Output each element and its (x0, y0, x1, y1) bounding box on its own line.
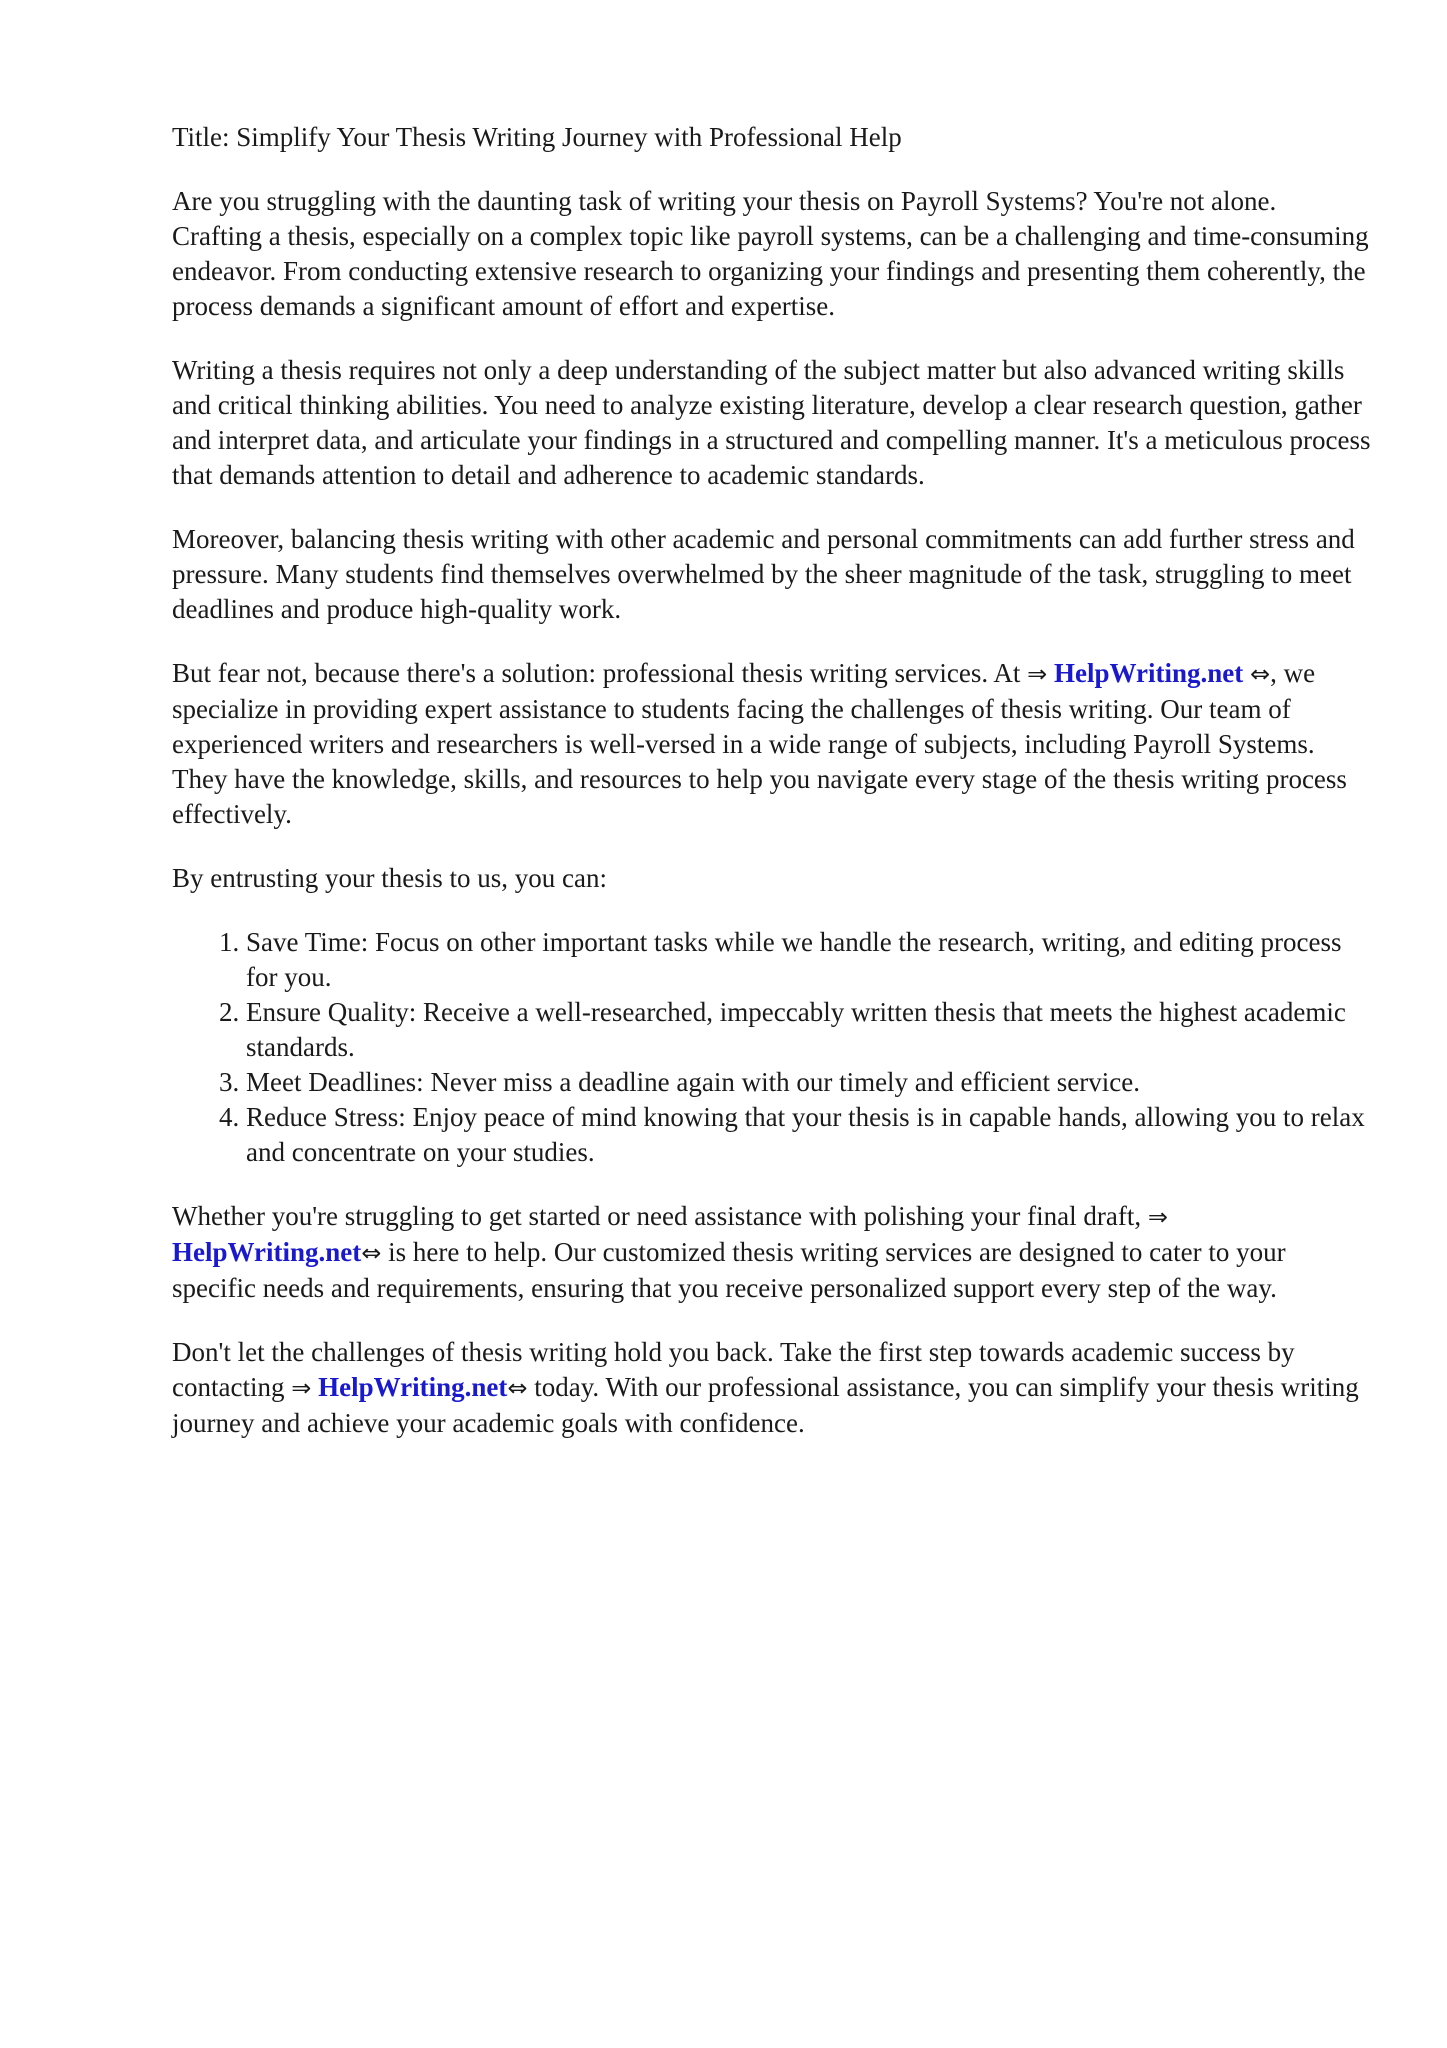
right-arrow-icon: ⇒ (1147, 1203, 1168, 1231)
paragraph-closing (172, 1335, 1372, 1441)
right-arrow-icon: ⇒ (1027, 660, 1048, 688)
helpwriting-link[interactable]: HelpWriting.net (172, 1237, 362, 1267)
double-arrow-icon: ⇔ (507, 1374, 528, 1402)
benefits-list (172, 925, 1372, 1170)
paragraph-help (172, 1199, 1372, 1306)
paragraph-help-text-after: is here to help. Our customized thesis writing services are designed to cater to your specific needs and requirements, ensuring that you receive personalized support every step of the way. (172, 1237, 1286, 1303)
helpwriting-link[interactable]: HelpWriting.net (1054, 658, 1244, 688)
list-item: 1. Save Time: Focus on other important tasks while we handle the research, writing, and editing process for you. (246, 925, 1372, 995)
double-arrow-icon: ⇔ (1250, 660, 1271, 688)
paragraph-solution (172, 656, 1372, 832)
paragraph-benefits-intro: By entrusting your thesis to us, you can: (172, 863, 607, 893)
paragraph-solution-text-before: But fear not, because there's a solution: professional thesis writing services. At (172, 658, 1028, 688)
paragraph-closing-text-after: today. With our professional assistance, you can simplify your thesis writing journey and achieve your academic goals with confidence. (172, 1372, 1359, 1438)
right-arrow-icon: ⇒ (291, 1374, 312, 1402)
helpwriting-link[interactable]: HelpWriting.net (318, 1372, 508, 1402)
paragraph-help-text-before: Whether you're struggling to get started or need assistance with polishing your final draft, (172, 1201, 1148, 1231)
list-item: 2. Ensure Quality: Receive a well-researched, impeccably written thesis that meets the highest academic standards. (246, 995, 1372, 1065)
double-arrow-icon: ⇔ (361, 1239, 382, 1267)
paragraph-solution-text-after: , we specialize in providing expert assistance to students facing the challenges of thesis writing. Our team of experienced writers and researchers is well-versed in a wide range of subjects, including Payroll Systems. They have the knowledge, skills, and resources to help you navigate every stage of the thesis writing process effectively. (172, 658, 1347, 829)
paragraph-balance: Moreover, balancing thesis writing with other academic and personal commitments can add further stress and pressure. Many students find themselves overwhelmed by the sheer magnitude of the task, struggling to meet deadlines and produce high-quality work. (172, 524, 1355, 624)
document-title: Title: Simplify Your Thesis Writing Journey with Professional Help (172, 122, 902, 152)
paragraph-intro: Are you struggling with the daunting task of writing your thesis on Payroll Systems? You're not alone. Crafting a thesis, especially on a complex topic like payroll systems, can be a challenging and time-consuming endeavor. From conducting extensive research to organizing your findings and presenting them coherently, the process demands a significant amount of effort and expertise. (172, 186, 1369, 321)
document-page (172, 120, 1372, 1470)
paragraph-closing-text-before: Don't let the challenges of thesis writing hold you back. Take the first step towards academic success by contacting (172, 1337, 1295, 1402)
list-item: 3. Meet Deadlines: Never miss a deadline again with our timely and efficient service. (246, 1065, 1372, 1100)
paragraph-requirements: Writing a thesis requires not only a deep understanding of the subject matter but also advanced writing skills and critical thinking abilities. You need to analyze existing literature, develop a clear research question, gather and interpret data, and articulate your findings in a structured and compelling manner. It's a meticulous process that demands attention to detail and adherence to academic standards. (172, 355, 1371, 490)
list-item: 4. Reduce Stress: Enjoy peace of mind knowing that your thesis is in capable hands, allowing you to relax and concentrate on your studies. (246, 1100, 1372, 1170)
